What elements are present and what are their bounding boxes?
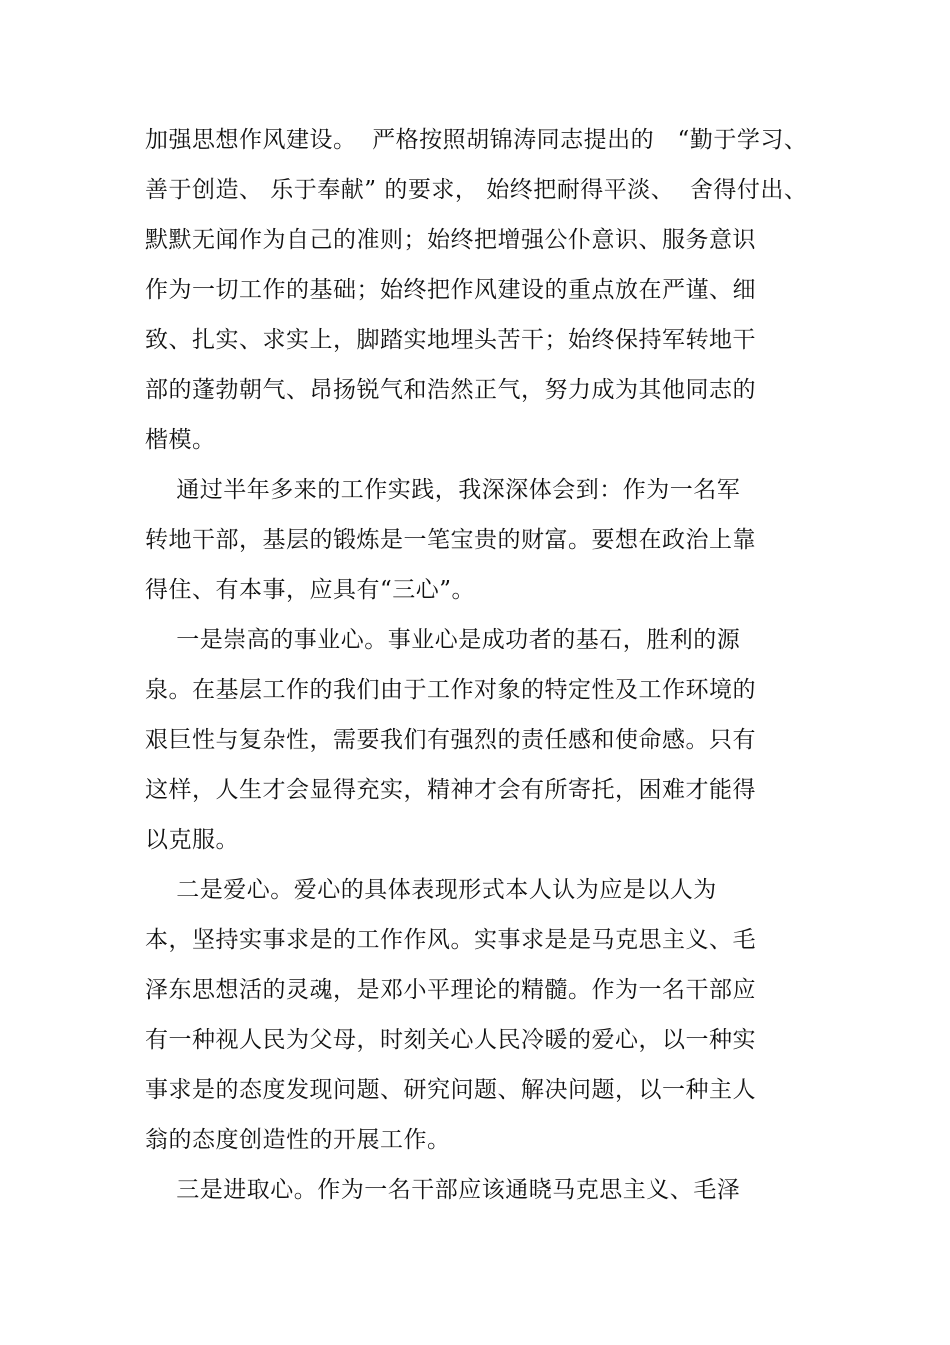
text-line: 转地干部，基层的锻炼是一笔宝贵的财富。要想在政治上靠 [145, 527, 756, 553]
text-line: 作为一切工作的基础；始终把作风建设的重点放在严谨、细 [145, 277, 756, 303]
text-line: 三是进取心。作为一名干部应该通晓马克思主义、毛泽 [145, 1177, 741, 1203]
text-line: 事求是的态度发现问题、研究问题、解决问题，以一种主人 [145, 1077, 756, 1103]
text-line: 楷模。 [145, 427, 216, 453]
text-line: 有一种视人民为父母，时刻关心人民冷暖的爱心，以一种实 [145, 1027, 756, 1053]
text-line: 一是崇高的事业心。事业心是成功者的基石，胜利的源 [145, 627, 741, 653]
text-line: 通过半年多来的工作实践，我深深体会到：作为一名军 [145, 477, 741, 503]
text-line: 以克服。 [145, 827, 239, 853]
text-line: 泽东思想活的灵魂，是邓小平理论的精髓。作为一名干部应 [145, 977, 756, 1003]
text-line: 本，坚持实事求是的工作作风。实事求是是马克思主义、毛 [145, 927, 756, 953]
text-line: 二是爱心。爱心的具体表现形式本人认为应是以人为 [145, 877, 717, 903]
text-line: 默默无闻作为自己的准则；始终把增强公仆意识、服务意识 [145, 227, 756, 253]
text-line: 艰巨性与复杂性，需要我们有强烈的责任感和使命感。只有 [145, 727, 756, 753]
text-line: 加强思想作风建设。 严格按照胡锦涛同志提出的 “勤于学习、 [145, 127, 808, 153]
text-line: 翁的态度创造性的开展工作。 [145, 1127, 451, 1153]
text-line: 部的蓬勃朝气、昂扬锐气和浩然正气，努力成为其他同志的 [145, 377, 756, 403]
text-line: 泉。在基层工作的我们由于工作对象的特定性及工作环境的 [145, 677, 756, 703]
text-line: 善于创造、 乐于奉献” 的要求， 始终把耐得平淡、 舍得付出、 [145, 177, 808, 203]
text-line: 这样，人生才会显得充实，精神才会有所寄托，困难才能得 [145, 777, 756, 803]
text-line: 得住、有本事，应具有“三心”。 [145, 577, 476, 603]
text-line: 致、扎实、求实上，脚踏实地埋头苦干；始终保持军转地干 [145, 327, 756, 353]
